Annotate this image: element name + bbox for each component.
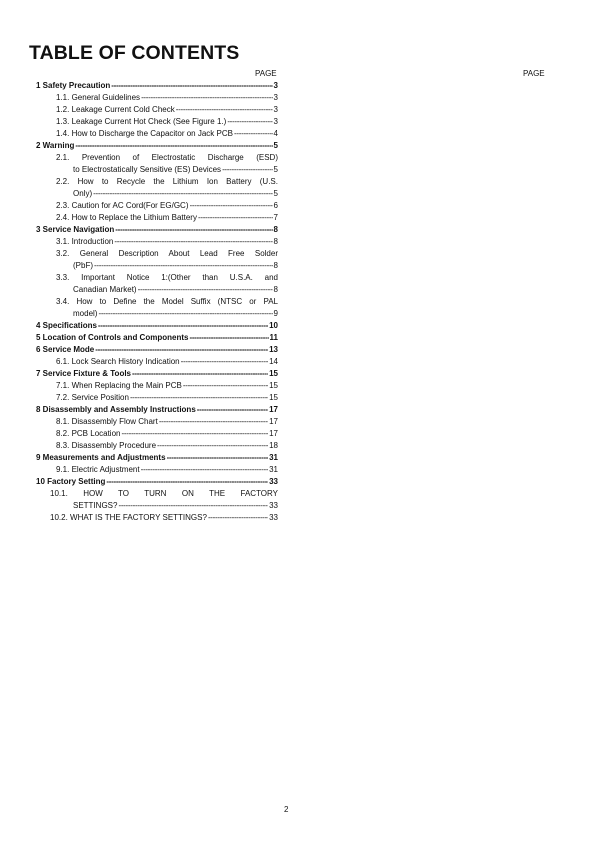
toc-section-entry[interactable] <box>0 488 278 512</box>
toc-page-number: 31 <box>269 453 278 462</box>
toc-section-entry[interactable] <box>0 512 278 524</box>
toc-page-number: 8 <box>273 285 278 294</box>
toc-page-number: 17 <box>269 405 278 414</box>
toc-entry-text: 1 Safety Precaution <box>36 81 111 90</box>
toc-section-entry[interactable] <box>0 212 278 224</box>
toc-leader-dots <box>208 512 268 524</box>
toc-leader-dots <box>75 140 272 152</box>
toc-page-number: 8 <box>273 225 278 234</box>
toc-entry-text: 7 Service Fixture & Tools <box>36 369 131 378</box>
toc-leader-dots <box>176 104 273 116</box>
toc-entry-text: Only) <box>73 189 93 198</box>
toc-leader-dots <box>222 164 272 176</box>
footer-page-number: 2 <box>284 805 289 814</box>
toc-leader-dots <box>111 80 272 92</box>
toc-page-number: 4 <box>273 129 278 138</box>
toc-section-entry[interactable] <box>0 200 278 212</box>
toc-page-number: 7 <box>273 213 278 222</box>
toc-leader-dots <box>198 212 273 224</box>
toc-entry-text: 6.1. Lock Search History Indication <box>56 357 180 366</box>
toc-leader-dots <box>132 368 268 380</box>
toc-entry-text: 8.1. Disassembly Flow Chart <box>56 417 158 426</box>
toc-entry-text: 3.4. How to Define the Model Suffix (NTSC or PAL <box>56 297 278 306</box>
toc-leader-dots <box>197 404 268 416</box>
toc-page-number: 3 <box>273 105 278 114</box>
toc-entry-text: 10.1. HOW TO TURN ON THE FACTORY <box>50 489 278 498</box>
toc-leader-dots <box>121 428 268 440</box>
toc-section-entry[interactable] <box>0 248 278 272</box>
toc-page-number: 5 <box>273 165 278 174</box>
toc-leader-dots <box>118 500 268 512</box>
page-title: TABLE OF CONTENTS <box>29 42 240 64</box>
toc-section-entry[interactable] <box>0 92 278 104</box>
toc-leader-dots <box>181 356 268 368</box>
toc-section-entry[interactable] <box>0 272 278 296</box>
toc-chapter-entry[interactable] <box>0 320 278 332</box>
toc-section-entry[interactable] <box>0 428 278 440</box>
page-column-header-left: PAGE <box>255 69 277 78</box>
toc-leader-dots <box>183 380 268 392</box>
toc-entry-text: 1.4. How to Discharge the Capacitor on Jack PCB <box>56 129 233 138</box>
toc-page-number: 14 <box>269 357 278 366</box>
toc-entry-text: 1.1. General Guidelines <box>56 93 141 102</box>
toc-entry-text: 3.1. Introduction <box>56 237 114 246</box>
toc-section-entry[interactable] <box>0 116 278 128</box>
toc-entry-text: 4 Specifications <box>36 321 97 330</box>
toc-page-number: 9 <box>273 309 278 318</box>
toc-entry-text: 8 Disassembly and Assembly Instructions <box>36 405 196 414</box>
toc-section-entry[interactable] <box>0 440 278 452</box>
toc-entry-text: 3 Service Navigation <box>36 225 115 234</box>
toc-entry-text: 7.2. Service Position <box>56 393 129 402</box>
toc-chapter-entry[interactable] <box>0 452 278 464</box>
toc-section-entry[interactable] <box>0 128 278 140</box>
toc-leader-dots <box>138 284 273 296</box>
toc-entry-text: 2 Warning <box>36 141 75 150</box>
toc-chapter-entry[interactable] <box>0 476 278 488</box>
toc-leader-dots <box>94 260 273 272</box>
toc-chapter-entry[interactable] <box>0 332 278 344</box>
toc-page-number: 3 <box>273 117 278 126</box>
toc-entry-text: 9 Measurements and Adjustments <box>36 453 166 462</box>
toc-page-number: 15 <box>269 381 278 390</box>
toc-leader-dots <box>157 440 268 452</box>
toc-entry-text: 6 Service Mode <box>36 345 95 354</box>
toc-chapter-entry[interactable] <box>0 404 278 416</box>
toc-section-entry[interactable] <box>0 152 278 176</box>
toc-section-entry[interactable] <box>0 380 278 392</box>
toc-section-entry[interactable] <box>0 236 278 248</box>
toc-entry-text: 7.1. When Replacing the Main PCB <box>56 381 182 390</box>
toc-entry-text: 8.3. Disassembly Procedure <box>56 441 157 450</box>
toc-entry-text: 10.2. WHAT IS THE FACTORY SETTINGS? <box>50 513 207 522</box>
toc-leader-dots <box>114 236 272 248</box>
toc-entry-text: 2.3. Caution for AC Cord(For EG/GC) <box>56 201 189 210</box>
toc-entry-text: 10 Factory Setting <box>36 477 106 486</box>
toc-section-entry[interactable] <box>0 356 278 368</box>
toc-page-number: 6 <box>273 201 278 210</box>
toc-leader-dots <box>93 188 272 200</box>
toc-chapter-entry[interactable] <box>0 224 278 236</box>
toc-page-number: 5 <box>273 189 278 198</box>
toc-page-number: 3 <box>273 81 278 90</box>
toc-entry-text: 1.3. Leakage Current Hot Check (See Figure 1.) <box>56 117 227 126</box>
toc-leader-dots <box>141 464 269 476</box>
toc-page-number: 33 <box>269 513 278 522</box>
toc-section-entry[interactable] <box>0 416 278 428</box>
toc-leader-dots <box>167 452 269 464</box>
toc-entry-text: 3.3. Important Notice 1:(Other than U.S.A. and <box>56 273 278 282</box>
toc-leader-dots <box>106 476 268 488</box>
toc-section-entry[interactable] <box>0 464 278 476</box>
toc-chapter-entry[interactable] <box>0 344 278 356</box>
page-column-header-right: PAGE <box>523 69 545 78</box>
toc-entry-text: to Electrostatically Sensitive (ES) Devices <box>73 165 222 174</box>
toc-entry-text: 9.1. Electric Adjustment <box>56 465 140 474</box>
toc-entry-text: 2.1. Prevention of Electrostatic Discharge (ESD) <box>56 153 278 162</box>
toc-page-number: 33 <box>269 501 278 510</box>
toc-leader-dots <box>141 92 272 104</box>
toc-page-number: 18 <box>269 441 278 450</box>
toc-page-number: 3 <box>273 93 278 102</box>
toc-page-number: 15 <box>269 369 278 378</box>
toc-leader-dots <box>130 392 268 404</box>
toc-leader-dots <box>189 332 268 344</box>
toc-page-number: 17 <box>269 417 278 426</box>
toc-page-number: 31 <box>269 465 278 474</box>
toc-entry-text: 2.2. How to Recycle the Lithium Ion Battery (U.S. <box>56 177 278 186</box>
toc-entry-text: (PbF) <box>73 261 93 270</box>
toc-page-number: 8 <box>273 261 278 270</box>
toc-leader-dots <box>95 344 268 356</box>
toc-page-number: 15 <box>269 393 278 402</box>
toc-leader-dots <box>190 200 273 212</box>
toc-entry-text: Canadian Market) <box>73 285 137 294</box>
toc-leader-dots <box>98 320 268 332</box>
toc-entry-text: model) <box>73 309 98 318</box>
toc-entry-text: 2.4. How to Replace the Lithium Battery <box>56 213 197 222</box>
toc-entry-text: 5 Location of Controls and Components <box>36 333 189 342</box>
toc-entry-text: 3.2. General Description About Lead Free Solder <box>56 249 278 258</box>
toc-entry-text: SETTINGS? <box>73 501 118 510</box>
toc-page-number: 17 <box>269 429 278 438</box>
toc-page-number: 10 <box>269 321 278 330</box>
toc-chapter-entry[interactable] <box>0 80 278 92</box>
toc-leader-dots <box>227 116 272 128</box>
toc-leader-dots <box>234 128 273 140</box>
toc-leader-dots <box>159 416 268 428</box>
toc-entry-text: 1.2. Leakage Current Cold Check <box>56 105 175 114</box>
toc-page-number: 13 <box>269 345 278 354</box>
toc-section-entry[interactable] <box>0 296 278 320</box>
toc-leader-dots <box>115 224 272 236</box>
toc-section-entry[interactable] <box>0 104 278 116</box>
toc-section-entry[interactable] <box>0 176 278 200</box>
toc-section-entry[interactable] <box>0 392 278 404</box>
toc-page-number: 33 <box>269 477 278 486</box>
toc-page-number: 5 <box>273 141 278 150</box>
toc-entry-text: 8.2. PCB Location <box>56 429 121 438</box>
toc-leader-dots <box>98 308 272 320</box>
toc-chapter-entry[interactable] <box>0 368 278 380</box>
toc-chapter-entry[interactable] <box>0 140 278 152</box>
toc-page-number: 11 <box>269 333 278 342</box>
toc-page-number: 8 <box>273 237 278 246</box>
